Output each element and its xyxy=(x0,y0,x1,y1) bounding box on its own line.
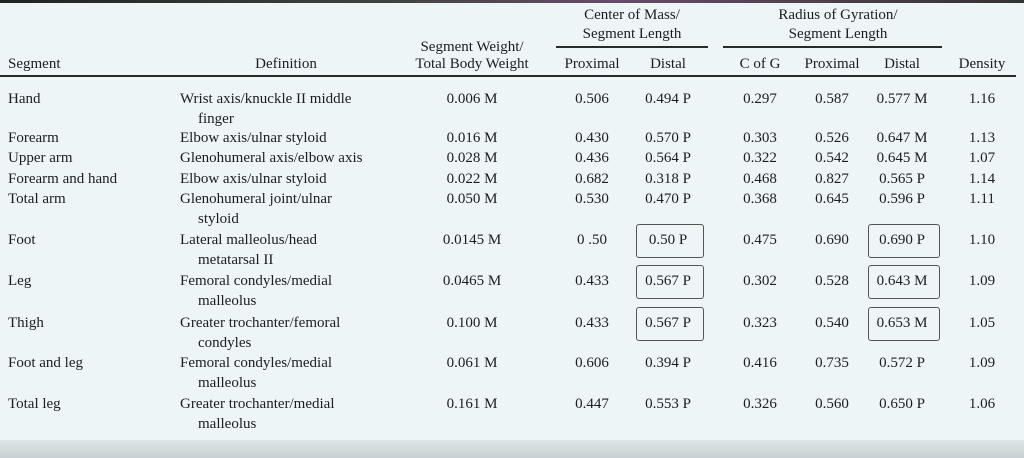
weight-cell: 0.028 M xyxy=(446,150,498,166)
definition-cell: finger xyxy=(198,111,234,127)
com-prox-cell: 0 .50 xyxy=(577,232,607,248)
rog-dist-cell: 0.572 P xyxy=(879,355,925,371)
rog-dist-cell: 0.647 M xyxy=(876,130,928,146)
definition-cell: malleolus xyxy=(198,375,257,391)
weight-cell: 0.006 M xyxy=(446,91,498,107)
segment-weight-header-1: Segment Weight/ xyxy=(420,39,524,55)
rog-prox-cell: 0.540 xyxy=(815,315,849,331)
com-dist-cell: 0.394 P xyxy=(645,355,691,371)
segment-cell: Forearm xyxy=(8,130,59,146)
com-prox-cell: 0.506 xyxy=(575,91,609,107)
rog-cg-cell: 0.322 xyxy=(743,150,777,166)
density-cell: 1.16 xyxy=(968,91,996,107)
column-header: Proximal xyxy=(804,56,860,72)
rog-group-rule xyxy=(723,46,942,48)
definition-cell: Glenohumeral axis/elbow axis xyxy=(180,150,363,166)
column-header: Segment xyxy=(8,56,61,72)
weight-cell: 0.161 M xyxy=(446,396,498,412)
com-prox-cell: 0.436 xyxy=(575,150,609,166)
com-dist-cell: 0.553 P xyxy=(645,396,691,412)
definition-cell: condyles xyxy=(198,335,252,351)
com-dist-cell: 0.494 P xyxy=(645,91,691,107)
com-dist-cell: 0.470 P xyxy=(645,191,691,207)
rog-prox-cell: 0.528 xyxy=(815,273,849,289)
com-dist-cell: 0.567 P xyxy=(645,273,691,289)
com-group-header-2: Segment Length xyxy=(582,26,682,42)
weight-cell: 0.0465 M xyxy=(442,273,502,289)
handdrawn-box-mark xyxy=(868,307,940,341)
definition-cell: styloid xyxy=(198,211,239,227)
rog-cg-cell: 0.416 xyxy=(743,355,777,371)
rog-prox-cell: 0.645 xyxy=(815,191,849,207)
rog-cg-cell: 0.303 xyxy=(743,130,777,146)
density-cell: 1.11 xyxy=(969,191,995,207)
column-header: Total Body Weight xyxy=(415,56,529,72)
rog-dist-cell: 0.645 M xyxy=(876,150,928,166)
com-prox-cell: 0.606 xyxy=(575,355,609,371)
definition-cell: Elbow axis/ulnar styloid xyxy=(180,130,327,146)
density-cell: 1.13 xyxy=(968,130,996,146)
definition-cell: Elbow axis/ulnar styloid xyxy=(180,171,327,187)
column-header: Distal xyxy=(650,56,686,72)
rog-prox-cell: 0.526 xyxy=(815,130,849,146)
com-prox-cell: 0.430 xyxy=(575,130,609,146)
rog-prox-cell: 0.560 xyxy=(815,396,849,412)
density-cell: 1.05 xyxy=(968,315,996,331)
definition-cell: metatarsal II xyxy=(198,252,274,268)
column-header: Definition xyxy=(255,56,317,72)
com-dist-cell: 0.564 P xyxy=(645,150,691,166)
com-group-header-1: Center of Mass/ xyxy=(584,7,680,23)
com-dist-cell: 0.318 P xyxy=(645,171,691,187)
handdrawn-box-mark xyxy=(636,265,704,299)
handdrawn-box-mark xyxy=(868,265,940,299)
definition-cell: Glenohumeral joint/ulnar xyxy=(180,191,333,207)
density-cell: 1.14 xyxy=(968,171,996,187)
weight-cell: 0.022 M xyxy=(446,171,498,187)
rog-cg-cell: 0.326 xyxy=(743,396,777,412)
segment-cell: Total leg xyxy=(8,396,61,412)
density-cell: 1.09 xyxy=(968,273,996,289)
column-header: Density xyxy=(958,56,1006,72)
rog-dist-cell: 0.565 P xyxy=(879,171,925,187)
segment-cell: Thigh xyxy=(8,315,44,331)
density-cell: 1.07 xyxy=(968,150,996,166)
rog-cg-cell: 0.475 xyxy=(743,232,777,248)
definition-cell: Greater trochanter/femoral xyxy=(180,315,341,331)
rog-prox-cell: 0.735 xyxy=(815,355,849,371)
com-dist-cell: 0.50 P xyxy=(648,232,688,248)
rog-dist-cell: 0.596 P xyxy=(879,191,925,207)
definition-cell: malleolus xyxy=(198,293,257,309)
definition-cell: Greater trochanter/medial xyxy=(180,396,335,412)
rog-prox-cell: 0.542 xyxy=(815,150,849,166)
com-group-rule xyxy=(556,46,708,48)
rog-cg-cell: 0.368 xyxy=(743,191,777,207)
definition-cell: Wrist axis/knuckle II middle xyxy=(180,91,352,107)
rog-cg-cell: 0.323 xyxy=(743,315,777,331)
rog-group-header-2: Segment Length xyxy=(788,26,888,42)
rog-dist-cell: 0.653 M xyxy=(876,315,928,331)
column-header: Proximal xyxy=(564,56,620,72)
segment-cell: Upper arm xyxy=(8,150,73,166)
density-cell: 1.10 xyxy=(968,232,996,248)
rog-prox-cell: 0.587 xyxy=(815,91,849,107)
weight-cell: 0.0145 M xyxy=(442,232,502,248)
scan-bottom-edge xyxy=(0,440,1024,458)
rog-dist-cell: 0.643 M xyxy=(876,273,928,289)
rog-dist-cell: 0.577 M xyxy=(876,91,928,107)
segment-cell: Leg xyxy=(8,273,32,289)
column-header: C of G xyxy=(739,56,781,72)
com-prox-cell: 0.682 xyxy=(575,171,609,187)
density-cell: 1.09 xyxy=(968,355,996,371)
definition-cell: Femoral condyles/medial xyxy=(180,273,333,289)
weight-cell: 0.050 M xyxy=(446,191,498,207)
weight-cell: 0.100 M xyxy=(446,315,498,331)
density-cell: 1.06 xyxy=(968,396,996,412)
segment-cell: Total arm xyxy=(8,191,66,207)
rog-dist-cell: 0.690 P xyxy=(879,232,925,248)
rog-cg-cell: 0.468 xyxy=(743,171,777,187)
rog-cg-cell: 0.297 xyxy=(743,91,777,107)
header-rule xyxy=(0,75,1016,77)
weight-cell: 0.016 M xyxy=(446,130,498,146)
handdrawn-box-mark xyxy=(636,307,704,341)
definition-cell: Lateral malleolus/head xyxy=(180,232,318,248)
com-prox-cell: 0.530 xyxy=(575,191,609,207)
column-header: Distal xyxy=(884,56,920,72)
com-dist-cell: 0.570 P xyxy=(645,130,691,146)
weight-cell: 0.061 M xyxy=(446,355,498,371)
definition-cell: malleolus xyxy=(198,416,257,432)
segment-cell: Foot and leg xyxy=(8,355,83,371)
com-dist-cell: 0.567 P xyxy=(645,315,691,331)
rog-cg-cell: 0.302 xyxy=(743,273,777,289)
rog-group-header-1: Radius of Gyration/ xyxy=(778,7,898,23)
definition-cell: Femoral condyles/medial xyxy=(180,355,333,371)
rog-prox-cell: 0.690 xyxy=(815,232,849,248)
com-prox-cell: 0.433 xyxy=(575,273,609,289)
handdrawn-box-mark xyxy=(868,224,940,258)
rog-dist-cell: 0.650 P xyxy=(879,396,925,412)
scan-top-edge xyxy=(0,0,1024,3)
segment-cell: Forearm and hand xyxy=(8,171,118,187)
segment-cell: Hand xyxy=(8,91,41,107)
rog-prox-cell: 0.827 xyxy=(815,171,849,187)
com-prox-cell: 0.433 xyxy=(575,315,609,331)
handdrawn-box-mark xyxy=(636,224,704,258)
segment-cell: Foot xyxy=(8,232,36,248)
com-prox-cell: 0.447 xyxy=(575,396,609,412)
